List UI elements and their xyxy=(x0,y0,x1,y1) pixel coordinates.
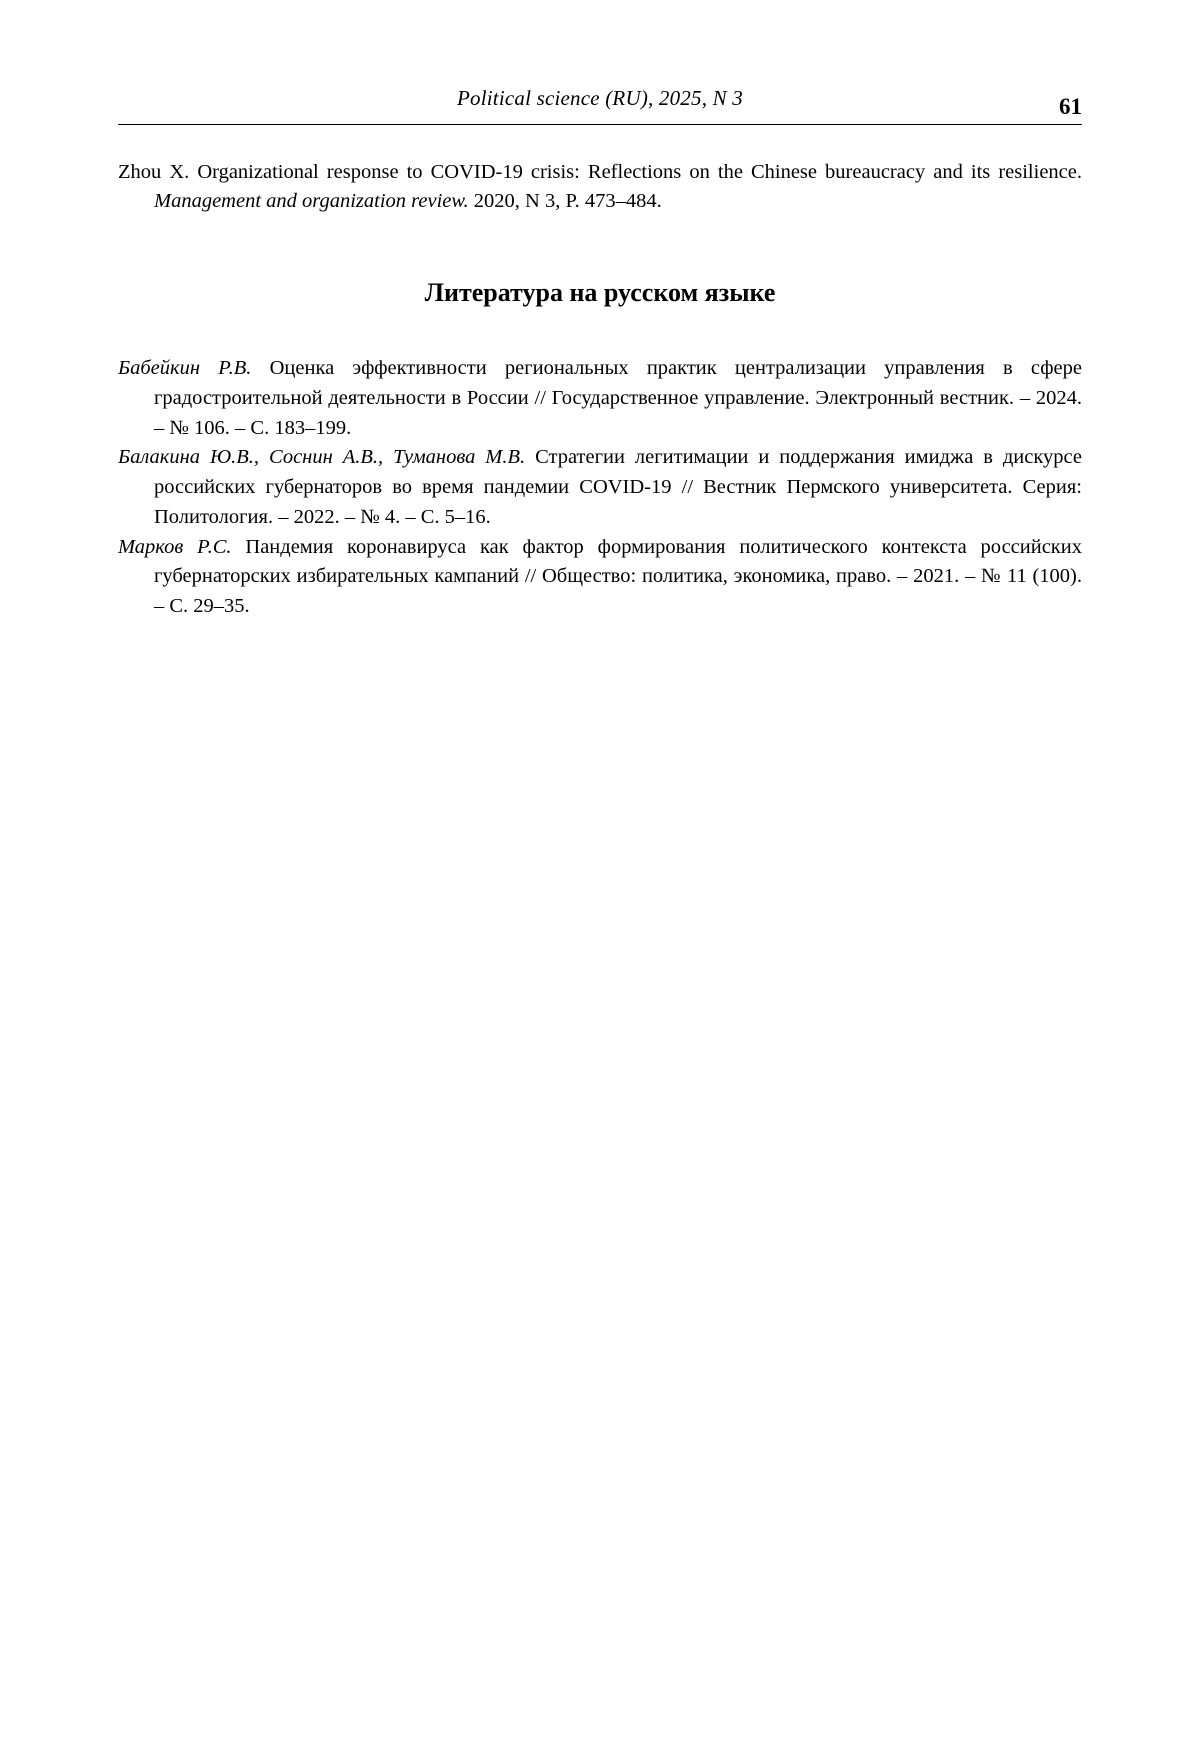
reference-text: Пандемия коронавируса как фактор формирования политического контекста российских губернаторских избирательных кампаний // Общество: политика, экономика, право. – 2021. – № 11 (100). – С. 29–35. xyxy=(154,535,1082,617)
reference-entry xyxy=(118,533,1082,622)
reference-text-part1: Organizational response to COVID-19 crisis: Reflections on the Chinese bureaucracy and its resilience. xyxy=(189,161,1082,183)
journal-title: Political science (RU), 2025, N 3 xyxy=(457,86,743,110)
page-number: 61 xyxy=(1059,94,1082,119)
running-head xyxy=(118,86,1082,120)
section-heading: Литература на русском языке xyxy=(424,278,776,308)
page-content xyxy=(118,86,1082,622)
reference-author: Бабейкин Р.В. xyxy=(118,357,252,380)
reference-source-italic: Management and organization review. xyxy=(154,190,469,213)
reference-author: Балакина Ю.В., Соснин А.В., Туманова М.В. xyxy=(118,446,526,469)
reference-text: Оценка эффективности региональных практик централизации управления в сфере градостроительной деятельности в России // Государственное управление. Электронный вестник. – 2024. – № 106. – С. 183–199. xyxy=(154,357,1082,439)
reference-entry xyxy=(118,443,1082,532)
references-list-russian xyxy=(118,354,1082,621)
reference-text-part2: 2020, N 3, P. 473–484. xyxy=(468,190,662,213)
reference-entry xyxy=(118,354,1082,443)
reference-author: Марков Р.С. xyxy=(118,535,232,558)
references-list-english xyxy=(118,158,1082,216)
reference-entry xyxy=(118,158,1082,216)
header-divider xyxy=(118,124,1082,125)
reference-author: Zhou X. xyxy=(118,161,190,183)
reference-text: Стратегии легитимации и поддержания имиджа в дискурсе российских губернаторов во время пандемии COVID-19 // Вестник Пермского университета. Серия: Политология. – 2022. – № 4. – С. 5–16. xyxy=(154,446,1082,528)
